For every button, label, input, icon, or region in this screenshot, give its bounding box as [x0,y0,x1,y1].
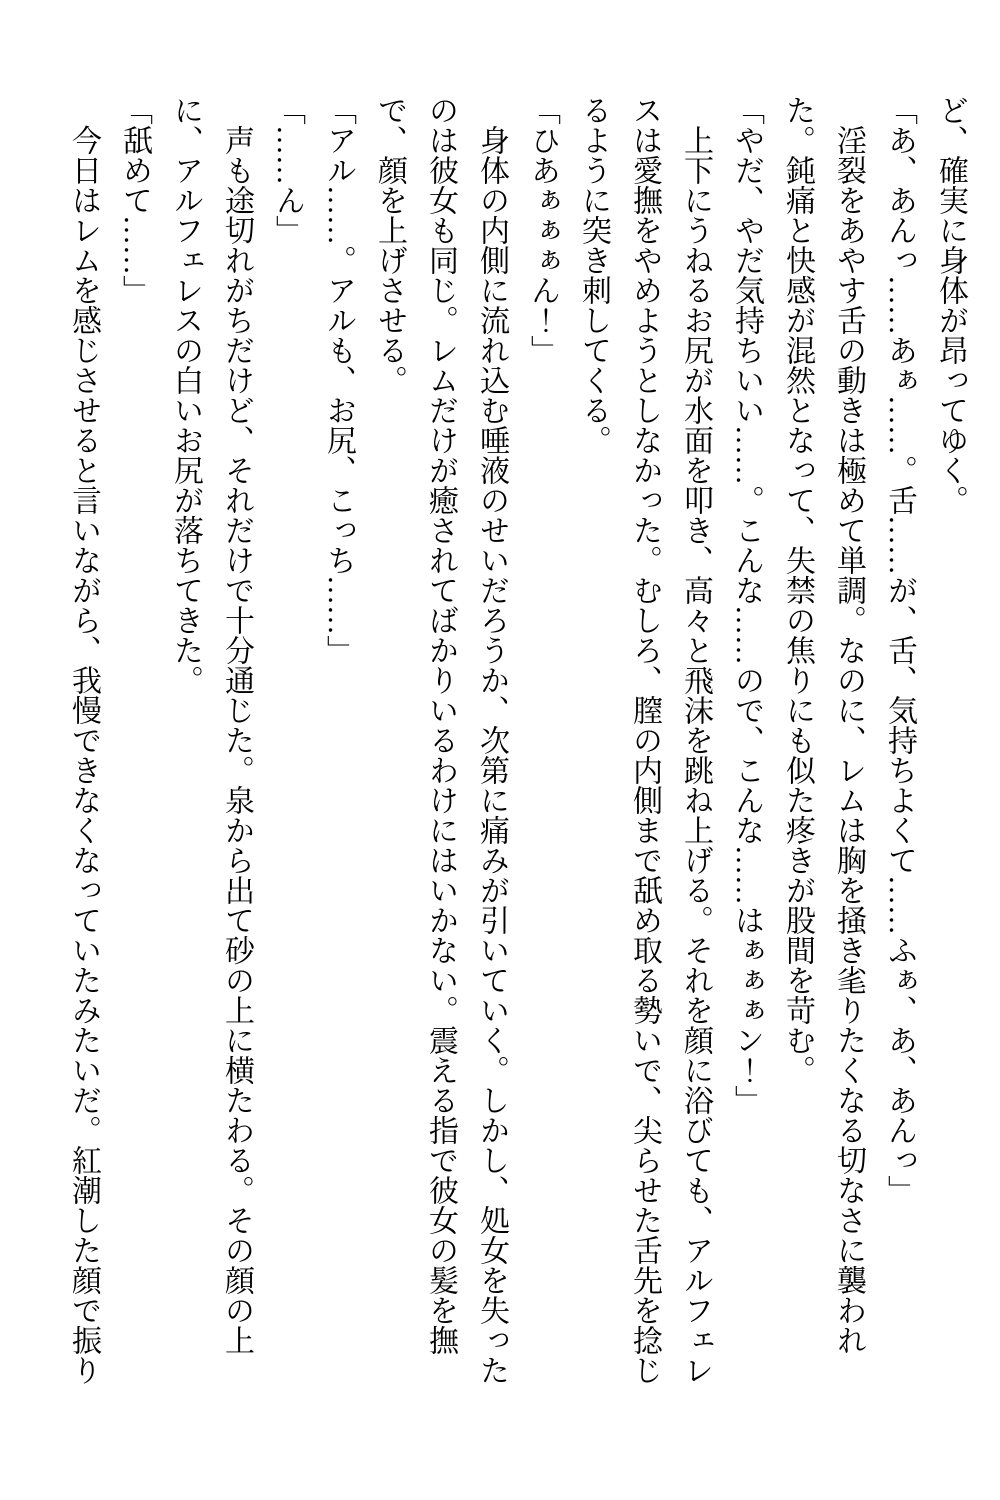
narration-paragraph: ど、確実に身体が昂ってゆく。 [934,95,967,515]
dialogue-line: 「……ん」 [271,95,304,245]
dialogue-line: 「やだ、やだ気持ちいい……。こんな……ので、こんな……はぁぁぁン！」 [730,95,763,1115]
narration-paragraph: 声も途切れがちだけど、それだけで十分通じた。泉から出て砂の上に横たわる。その顔の上に、アルフェレスの白いお尻が落ちてきた。 [169,95,253,1355]
dialogue-line: 「舐めて……」 [118,95,151,305]
narration-paragraph: 上下にうねるお尻が水面を叩き、高々と飛沫を跳ね上げる。それを顔に浴びても、アルフェレスは愛撫をやめようとしなかった。むしろ、膣の内側まで舐め取る勢いで、尖らせた舌先を捻じるように突き刺してくる。 [577,95,712,1385]
narration-paragraph: 淫裂をあやす舌の動きは極めて単調。なのに、レムは胸を掻き毟りたくなる切なさに襲われた。鈍痛と快感が混然となって、失禁の焦りにも似た疼きが股間を苛む。 [781,95,865,1355]
narration-paragraph: 身体の内側に流れ込む唾液のせいだろうか、次第に痛みが引いていく。しかし、処女を失ったのは彼女も同じ。レムだけが癒されてばかりいるわけにはいかない。震える指で彼女の髪を撫で、顔を上げさせる。 [373,95,508,1385]
page-text-block [58,95,976,1390]
dialogue-line: 「ひあぁぁぁん！」 [526,95,559,365]
dialogue-line: 「あ、あんっ……あぁ……。舌……が、舌、気持ちよくて……ふぁ、あ、あんっ」 [883,95,916,1205]
dialogue-line: 「アル……。アルも、お尻、こっち……」 [322,95,355,665]
narration-paragraph: 今日はレムを感じさせると言いながら、我慢できなくなっていたみたいだ。紅潮した顔で振り [67,125,100,1385]
